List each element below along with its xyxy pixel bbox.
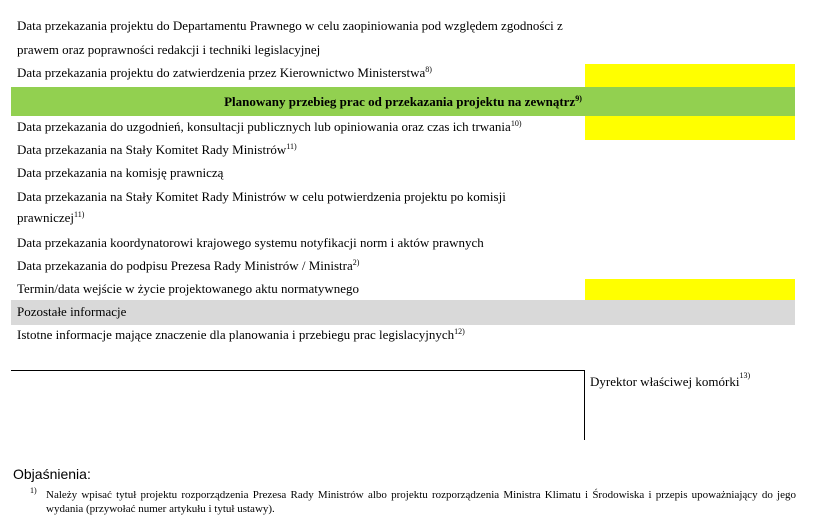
director-signature-label: Dyrektor właściwej komórki$^{13)}$: [590, 371, 751, 389]
footnote-text: Należy wpisać tytuł projektu rozporządzenia Prezesa Rady Ministrów albo projektu rozporządzenia Ministra Klimatu i Środowiska i przepis upoważniający do jego wydania (przywołać numer artykułu i tytuł ustawy).: [46, 489, 796, 515]
row-notification-coordinator: Data przekazania koordynatorowi krajowego systemu notyfikacji norm i aktów prawnych: [17, 235, 484, 250]
yellow-cell-consultations[interactable]: [585, 116, 795, 140]
explanations-title: Objaśnienia:: [13, 466, 91, 482]
signature-top-rule: [11, 370, 584, 371]
row-signature-submission: Data przekazania do podpisu Prezesa Rady Ministrów / Ministra$^{2)}$: [17, 258, 360, 273]
section-header-planned-work: Planowany przebieg prac od przekazania projektu na zewnątrz$^{9)}$: [224, 94, 582, 109]
row-legal-dept-line1: Data przekazania projektu do Departamentu Prawnego w celu zaopiniowania pod względem zgodności z: [17, 18, 563, 33]
row-important-info: Istotne informacje mające znaczenie dla planowania i przebiegu prac legislacyjnych$^{12)}$: [17, 327, 465, 342]
row-legal-dept-line2: prawem oraz poprawności redakcji i techniki legislacyjnej: [17, 42, 321, 57]
row-standing-committee: Data przekazania na Stały Komitet Rady Ministrów$^{11)}$: [17, 142, 297, 157]
row-legal-commission: Data przekazania na komisję prawniczą: [17, 165, 224, 180]
signature-divider: [584, 370, 585, 440]
row-approval: Data przekazania projektu do zatwierdzenia przez Kierownictwo Ministerstwa$^{8)}$: [17, 65, 432, 80]
footnote-marker: 1): [30, 486, 37, 495]
yellow-cell-entry-into-force[interactable]: [585, 279, 795, 300]
section-other-info-bg: [11, 300, 795, 325]
row-entry-into-force: Termin/data wejście w życie projektowanego aktu normatywnego: [17, 281, 360, 296]
row-committee-confirmation-line1: Data przekazania na Stały Komitet Rady Ministrów w celu potwierdzenia projektu po komisji: [17, 189, 506, 204]
section-other-info: Pozostałe informacje: [17, 304, 127, 319]
row-committee-confirmation-line2: prawniczej$^{11)}$: [17, 210, 85, 225]
yellow-cell-approval[interactable]: [585, 64, 795, 87]
row-consultations: Data przekazania do uzgodnień, konsultacji publicznych lub opiniowania oraz czas ich trwania$^{10)}$: [17, 119, 522, 134]
